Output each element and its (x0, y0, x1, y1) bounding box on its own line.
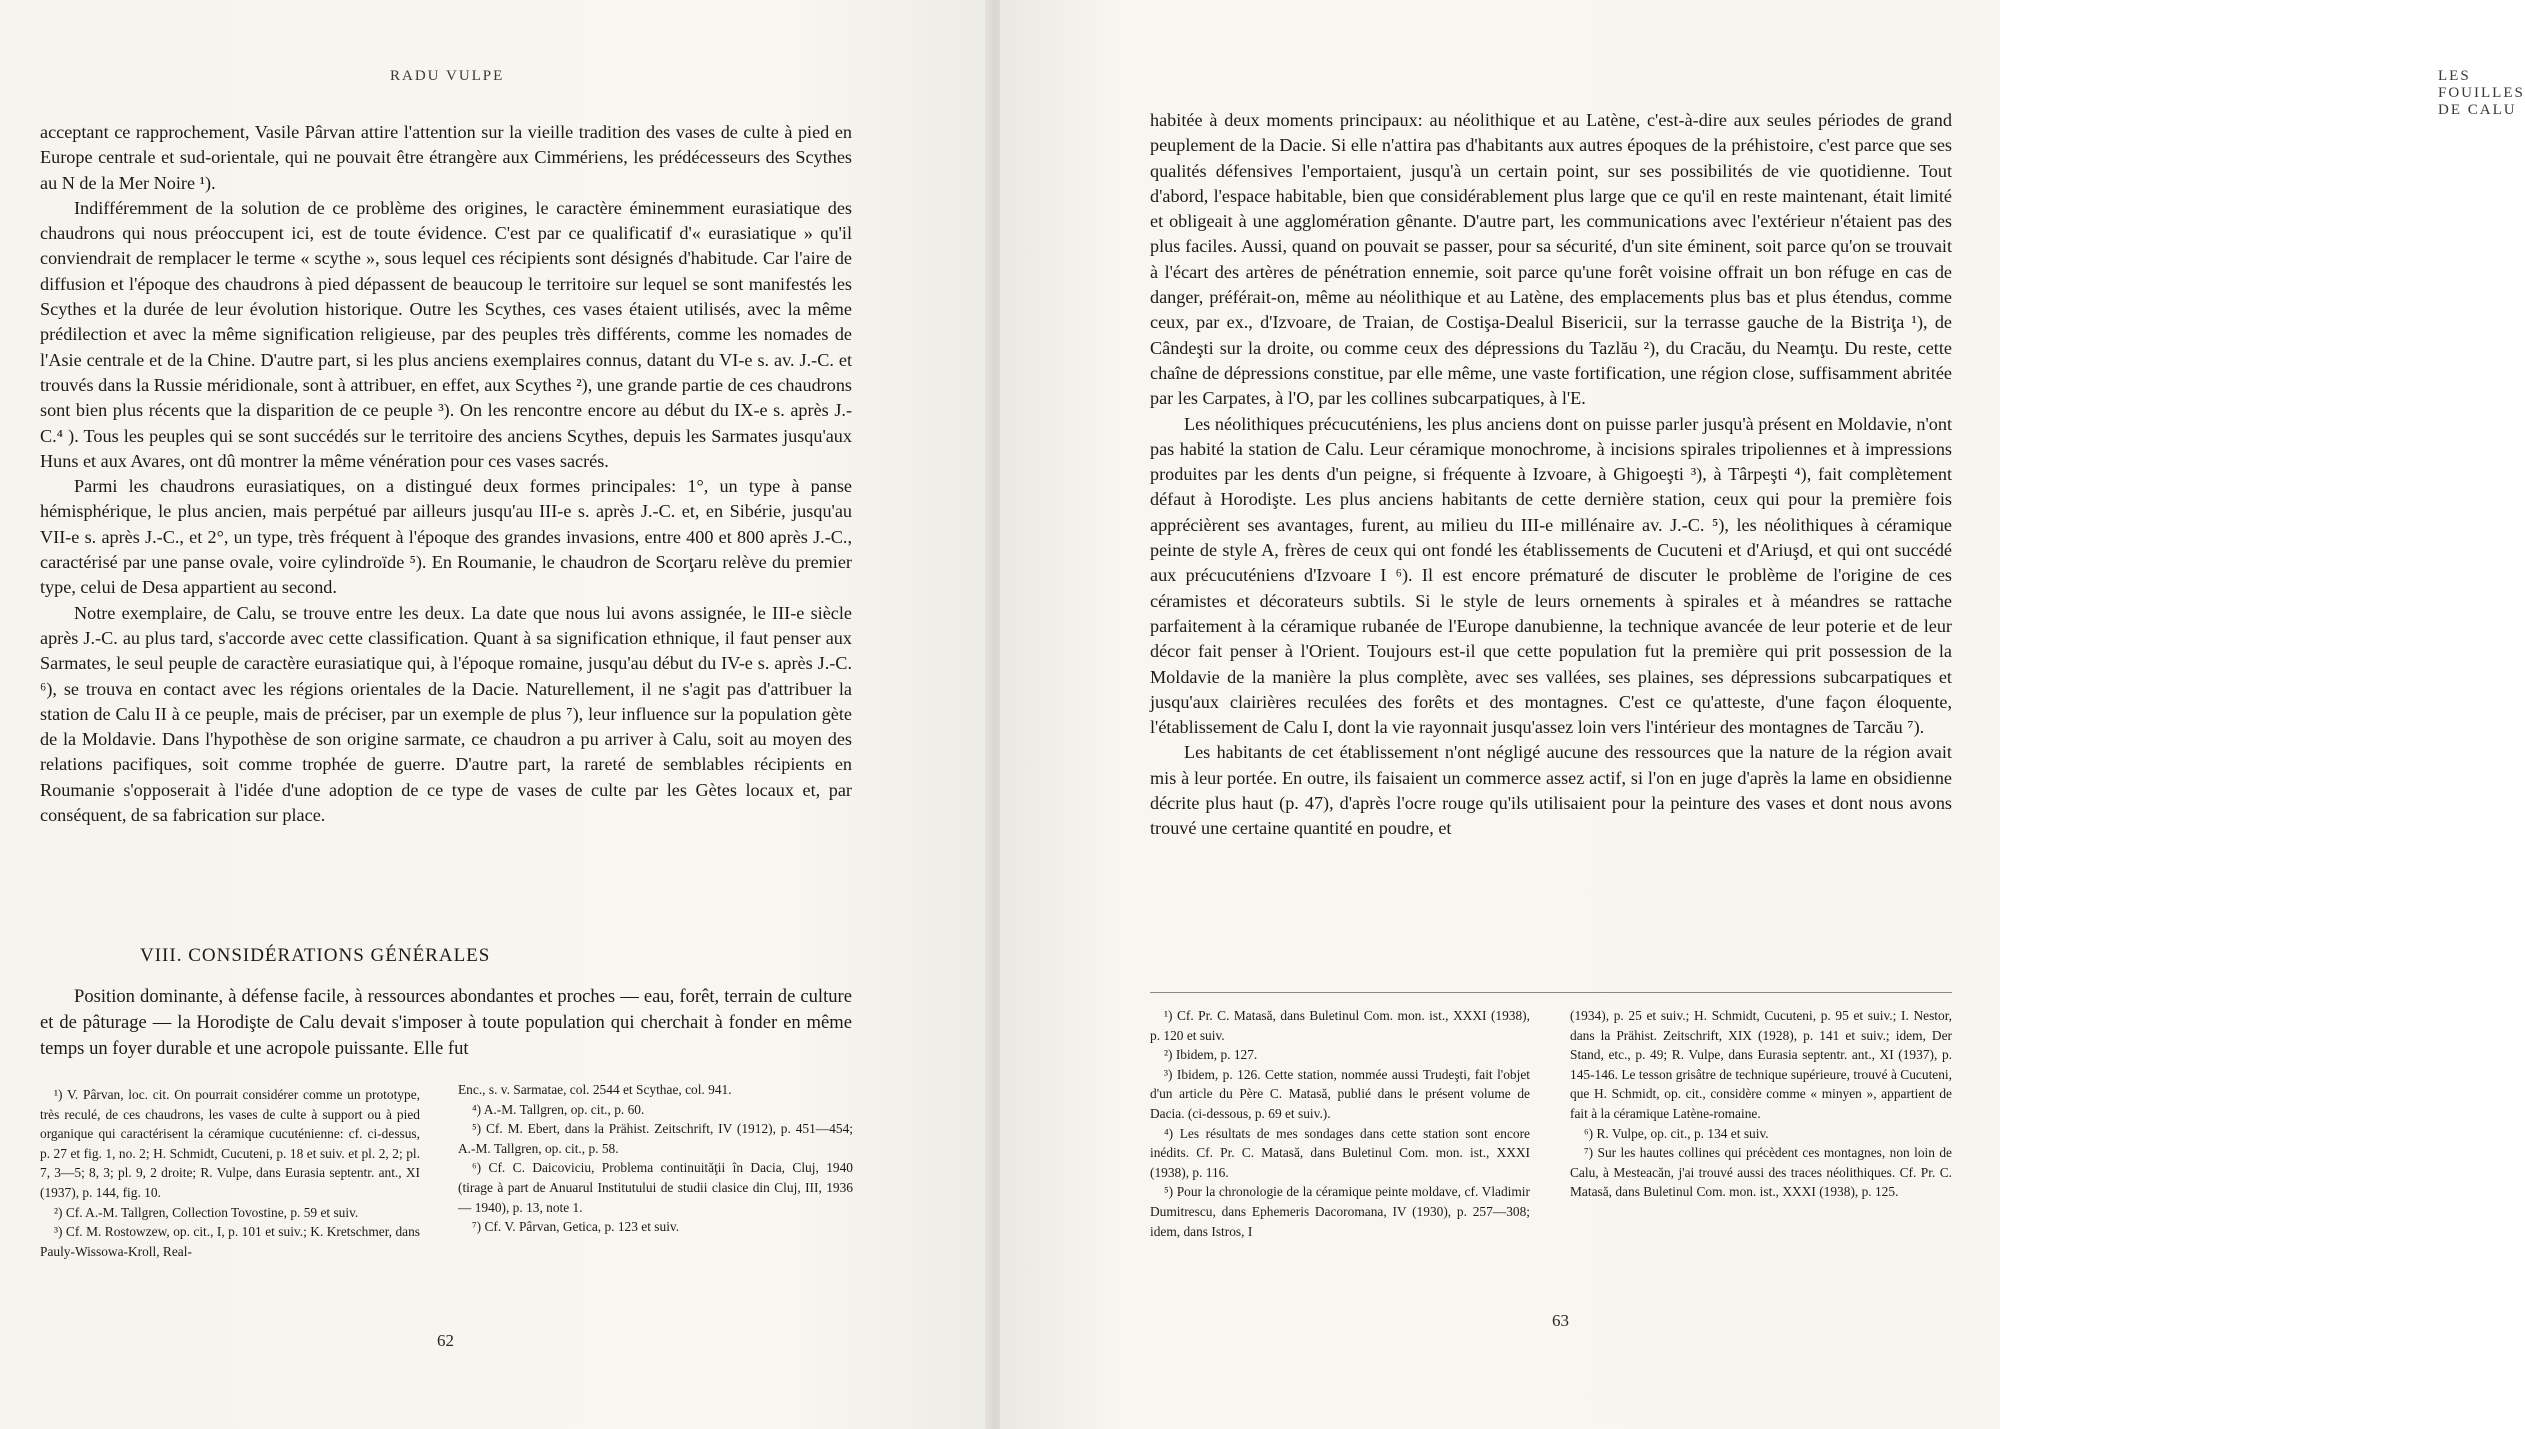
right-paragraph-3: Les habitants de cet établissement n'ont négligé aucune des ressources que la nature de la région avait mis à leur portée. En outre, ils faisaient un commerce assez actif, si l'on en juge d'après la lame en obsidienne décrite plus haut (p. 47), d'après l'ocre rouge qu'ils utilisaient pour la peinture des vases et dont nous avons trouvé une certaine quantité en poudre, et (1150, 742, 1952, 839)
left-paragraph-2: Indifféremment de la solution de ce problème des origines, le caractère éminemment eurasiatique des chaudrons qui nous préoccupent ici, est de toute évidence. C'est par ce qualificatif d'« eurasiatique » qu'il conviendrait de remplacer le terme « scythe », sous lequel ces récipients sont désignés d'habitude. Car l'aire de diffusion et l'époque des chaudrons à pied dépassent de beaucoup le territoire sur lequel se sont manifestés les Scythes et la durée de leur évolution historique. Outre les Scythes, ces vases étaient utilisés, avec la même prédilection et avec la même signification religieuse, par des peuples très différents, comme les nomades de l'Asie centrale et de la Chine. D'autre part, si les plus anciens exemplaires connus, datant du VI-e s. av. J.-C. et trouvés dans la Russie méridionale, sont à attribuer, en effet, aux Scythes ²), une grande partie de ces chaudrons sont bien plus récents que la disparition de ce peuple ³). On les rencontre encore au début du IX-e s. après J.-C.⁴ ). Tous les peuples qui se sont succédés sur le territoire des anciens Scythes, depuis les Sarmates jusqu'aux Huns et aux Avares, ont dû montrer la même vénération pour ces vases sacrés. (40, 197, 852, 471)
right-body-text (1150, 108, 1952, 842)
right-paragraph-2: Les néolithiques précucuténiens, les plus anciens dont on puisse parler jusqu'à présent en Moldavie, n'ont pas habité la station de Calu. Leur céramique monochrome, à incisions spirales tripoliennes et à impressions produites par les dents d'un peigne, si fréquente à Izvoare, à Ghigoeşti ³), à Târpeşti ⁴), fait complètement défaut à Horodişte. Les plus anciens habitants de cette dernière station, ceux qui pour la première fois apprécièrent ses avantages, furent, au milieu du III-e millénaire av. J.-C. ⁵), les néolithiques à céramique peinte de style A, frères de ceux qui ont fondé les établissements de Cucuteni et d'Ariuşd, et qui ont succédé aux précucuténiens d'Izvoare I ⁶). Il est encore prématuré de discuter le problème de l'origine de ces céramistes et décorateurs subtils. Si le style de leurs ornements à spirales et à méandres se rattache parfaitement à la céramique rubanée de l'Europe danubienne, la technique avancée de leur poterie et de leur décor fait penser à l'Orient. Toujours est-il que cette population fut la première qui prit possession de la Moldavie de la manière la plus complète, avec ses vallées, ses plaines, ses dépressions subcarpatiques et jusqu'aux clairières reculées des forêts et des montagnes. C'est ce qu'atteste, d'une façon éloquente, l'établissement de Calu I, dont la vie rayonnait jusqu'assez loin vers l'intérieur des montagnes de Tarcău ⁷). (1150, 413, 1952, 738)
page-number-left: 62 (437, 1331, 454, 1350)
left-body-text (40, 120, 852, 828)
footnote: ⁷) Sur les hautes collines qui précèdent ces montagnes, non loin de Calu, à Mesteacăn, j'ai trouvé aussi des traces néolithiques. Cf. Pr. C. Matasă, dans Buletinul Com. mon. ist., XXXI (1938), p. 125. (1570, 1145, 1952, 1200)
footnote: ⁶) Cf. C. Daicoviciu, Problema continuităţii în Dacia, Cluj, 1940 (tirage à part de Anuarul Institutului de studii clasice din Cluj, III, 1936 — 1940), p. 13, note 1. (458, 1160, 853, 1215)
footnote: (1934), p. 25 et suiv.; H. Schmidt, Cucuteni, p. 95 et suiv.; I. Nestor, dans la Prähist. Zeitschrift, XIX (1928), p. 141 et suiv.; idem, Der Stand, etc., p. 49; R. Vulpe, dans Eurasia septentr. ant., XI (1937), p. 145-146. Le tesson grisâtre de technique supérieure, trouvé à Cucuteni, que H. Schmidt, op. cit., considère comme « minyen », appartient de fait à la céramique Latène-romaine. (1570, 1008, 1952, 1121)
page-number-right: 63 (1552, 1311, 1569, 1330)
footnotes-left-col2 (458, 1080, 853, 1237)
footnote-separator (1150, 992, 1952, 993)
section-paragraph: Position dominante, à défense facile, à ressources abondantes et proches — eau, forêt, terrain de culture et de pâturage — la Horodişte de Calu devait s'imposer à toute population qui cherchait à fonder en même temps un foyer durable et une acropole puissante. Elle fut (40, 986, 852, 1059)
footnote: ⁶) R. Vulpe, op. cit., p. 134 et suiv. (1584, 1125, 1769, 1141)
footnote: ²) Ibidem, p. 127. (1164, 1047, 1258, 1063)
left-paragraph-1: acceptant ce rapprochement, Vasile Pârvan attire l'attention sur la vieille tradition des vases de culte à pied en Europe centrale et sud-orientale, qui ne pouvait être étrangère aux Cimmériens, les prédécesseurs des Scythes au N de la Mer Noire ¹). (40, 122, 852, 193)
footnote: ⁵) Pour la chronologie de la céramique peinte moldave, cf. Vladimir Dumitrescu, dans Ephemeris Dacoromana, IV (1930), p. 257—308; idem, dans Istros, I (1150, 1184, 1530, 1239)
footnote: ²) Cf. A.-M. Tallgren, Collection Tovostine, p. 59 et suiv. (54, 1204, 359, 1220)
footnotes-right-col1 (1150, 1006, 1530, 1241)
footnote: ⁷) Cf. V. Pârvan, Getica, p. 123 et suiv. (472, 1219, 680, 1235)
right-paragraph-1: habitée à deux moments principaux: au néolithique et au Latène, c'est-à-dire aux seules périodes de grand peuplement de la Dacie. Si elle n'attira pas d'habitants aux autres époques de la préhistoire, c'est parce que ses qualités défensives l'emportaient, jusqu'à un certain point, sur ses possibilités de vie quotidienne. Tout d'abord, l'espace habitable, bien que considérablement plus large que ce qu'il en reste maintenant, était limité et obligeait à une agglomération gênante. D'autre part, les communications avec l'extérieur n'étaient pas des plus faciles. Aussi, quand on pouvait se passer, pour sa sécurité, d'un site éminent, soit parce qu'on se trouvait à l'écart des artères de pénétration ennemie, soit parce qu'une forêt voisine offrait un bon réfuge en cas de danger, préférait-on, même au néolithique et au Latène, des emplacements plus bas et plus étendus, comme ceux, par ex., d'Izvoare, de Traian, de Costişa-Dealul Bisericii, sur la terrasse gauche de la Bistriţa ¹), de Cândeşti sur la droite, ou comme ceux des dépressions du Tazlău ²), du Cracău, du Neamţu. Du reste, cette chaîne de dépressions constitue, par elle même, une vaste fortification, une région close, suffisamment abritée par les Carpates, à l'O, par les collines subcarpatiques, à l'E. (1150, 110, 1952, 409)
section-heading: VIII. CONSIDÉRATIONS GÉNÉRALES (140, 945, 491, 966)
footnotes-right-col2 (1570, 1006, 1952, 1202)
footnote: Enc., s. v. Sarmatae, col. 2544 et Scythae, col. 941. (458, 1082, 732, 1097)
footnote: ⁴) Les résultats de mes sondages dans cette station sont encore inédits. Cf. Pr. C. Matasă, dans Buletinul Com. mon. ist., XXXI (1938), p. 116. (1150, 1125, 1530, 1180)
footnote: ³) Ibidem, p. 126. Cette station, nommée aussi Trudeşti, fait l'objet d'un article du Père C. Matasă, publié dans le présent volume de Dacia. (ci-dessous, p. 69 et suiv.). (1150, 1066, 1530, 1121)
left-paragraph-4: Notre exemplaire, de Calu, se trouve entre les deux. La date que nous lui avons assignée, le III-e siècle après J.-C. au plus tard, s'accorde avec cette classification. Quant à sa signification ethnique, il faut penser aux Sarmates, le seul peuple de caractère eurasiatique qui, à l'époque romaine, jusqu'au début du IV-e s. après J.-C. ⁶), se trouva en contact avec les régions orientales de la Dacie. Naturellement, il ne s'agit pas d'attribuer la station de Calu II à ce peuple, mais de préciser, par un exemple de plus ⁷), leur influence sur la population gète de la Moldavie. Dans l'hypothèse de son origine sarmate, ce chaudron a pu arriver à Calu, soit au moyen des relations pacifiques, soit comme trophée de guerre. D'autre part, la rareté de semblables récipients en Roumanie s'opposerait à l'idée d'une adoption de ce type de vases de culte par les Gètes locaux et, par conséquent, de sa fabrication sur place. (40, 602, 852, 826)
running-head-left: RADU VULPE (390, 68, 505, 84)
footnotes-left-col1 (40, 1085, 420, 1261)
footnote: ⁴) A.-M. Tallgren, op. cit., p. 60. (472, 1101, 645, 1117)
footnote: ¹) Cf. Pr. C. Matasă, dans Buletinul Com. mon. ist., XXXI (1938), p. 120 et suiv. (1150, 1008, 1530, 1043)
footnote: ¹) V. Pârvan, loc. cit. On pourrait considérer comme un prototype, très reculé, de ces chaudrons, les vases de culte à support ou à pied organique qui caractérisent la céramique cucuténienne: cf. ci-dessus, p. 27 et fig. 1, no. 2; H. Schmidt, Cucuteni, p. 18 et suiv. et pl. 2, 2; pl. 7, 3—5; 8, 3; pl. 9, 2 droite; R. Vulpe, dans Eurasia septentr. ant., XI (1937), p. 144, fig. 10. (40, 1087, 420, 1200)
footnote: ³) Cf. M. Rostowzew, op. cit., I, p. 101 et suiv.; K. Kretschmer, dans Pauly-Wissowa-Kroll, Real- (40, 1224, 420, 1259)
section-intro-text (40, 984, 852, 1062)
running-head-right: LES FOUILLES DE CALU (2438, 68, 2525, 118)
left-paragraph-3: Parmi les chaudrons eurasiatiques, on a distingué deux formes principales: 1°, un type à panse hémisphérique, le plus ancien, mais perpétué par ailleurs jusqu'au III-e s. après J.-C. et, en Sibérie, jusqu'au VII-e s. après J.-C., et 2°, un type, très fréquent à l'époque des grandes invasions, entre 400 et 800 après J.-C., caractérisé par une panse ovale, voire cylindroïde ⁵). En Roumanie, le chaudron de Scorţaru relève du premier type, celui de Desa appartient au second. (40, 476, 852, 598)
footnote: ⁵) Cf. M. Ebert, dans la Prähist. Zeitschrift, IV (1912), p. 451—454; A.-M. Tallgren, op. cit., p. 58. (458, 1121, 853, 1156)
left-page (0, 0, 990, 1429)
